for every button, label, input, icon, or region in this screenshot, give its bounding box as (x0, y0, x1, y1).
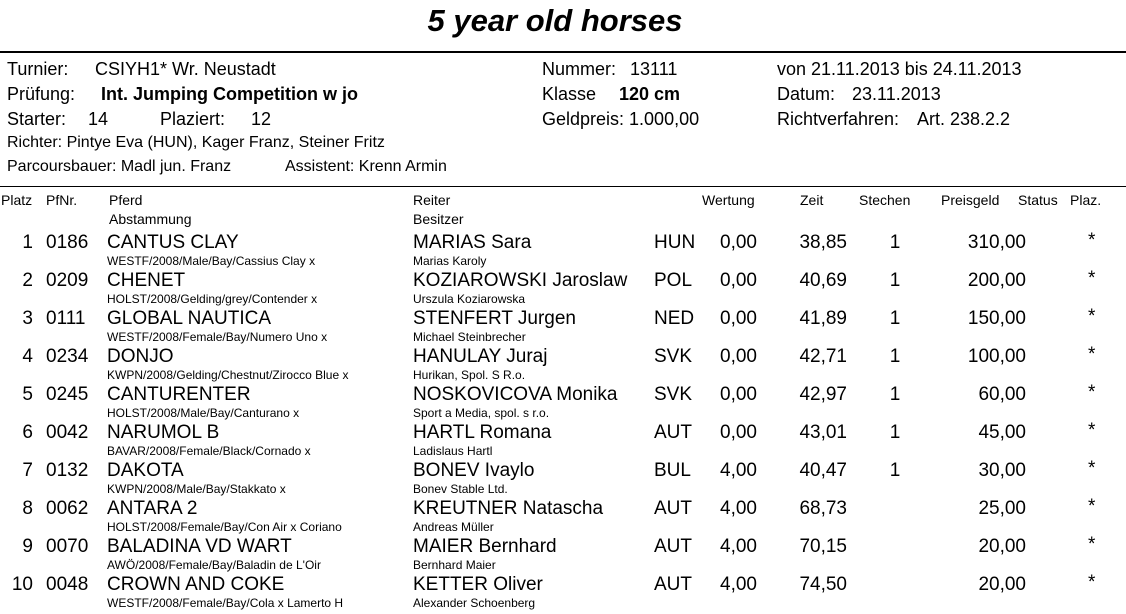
turnier-label: Turnier: (7, 59, 69, 79)
cell-preisgeld: 20,00 (978, 574, 1026, 595)
turnier-value: CSIYH1* Wr. Neustadt (95, 59, 276, 79)
cell-besitzer: Ladislaus Hartl (413, 444, 493, 458)
cell-besitzer: Bonev Stable Ltd. (413, 482, 508, 496)
cell-wertung: 4,00 (720, 460, 757, 481)
cell-stechen: 1 (889, 422, 901, 443)
cell-zeit: 43,01 (799, 422, 847, 443)
cell-platz: 3 (22, 308, 33, 329)
cell-reiter: KOZIAROWSKI Jaroslaw (413, 270, 628, 291)
cell-wertung: 4,00 (720, 574, 757, 595)
cell-nation: AUT (654, 574, 692, 595)
cell-reiter: HARTL Romana (413, 422, 552, 443)
cell-abstammung: KWPN/2008/Male/Bay/Stakkato x (107, 482, 286, 496)
col-plaz: Plaz. (1070, 192, 1102, 208)
col-pfnr: PfNr. (46, 192, 78, 208)
cell-pfnr: 0132 (46, 460, 89, 481)
starter-label: Starter: (7, 109, 67, 129)
parcoursbauer: Parcoursbauer: Madl jun. Franz (7, 158, 232, 175)
cell-besitzer: Urszula Koziarowska (413, 292, 526, 306)
geldpreis: Geldpreis: 1.000,00 (542, 109, 700, 129)
cell-nation: NED (654, 308, 695, 329)
col-besitzer: Besitzer (413, 211, 464, 227)
cell-reiter: MAIER Bernhard (413, 536, 557, 557)
cell-reiter: KETTER Oliver (413, 574, 543, 595)
pruefung-label: Prüfung: (7, 84, 76, 104)
cell-reiter: HANULAY Juraj (413, 346, 548, 367)
cell-wertung: 4,00 (720, 498, 757, 519)
plaziert-label: Plaziert: (160, 109, 226, 129)
cell-plaz: * (1088, 382, 1096, 403)
col-platz: Platz (1, 192, 33, 208)
col-reiter: Reiter (413, 192, 451, 208)
cell-zeit: 41,89 (799, 308, 847, 329)
header-top-rule (0, 51, 1126, 53)
cell-besitzer: Bernhard Maier (413, 558, 496, 572)
cell-wertung: 0,00 (720, 422, 757, 443)
cell-nation: SVK (654, 384, 693, 405)
cell-platz: 2 (22, 270, 33, 291)
cell-platz: 7 (22, 460, 33, 481)
cell-pferd: CHENET (107, 270, 186, 291)
plaziert-value: 12 (251, 109, 272, 129)
cell-platz: 1 (22, 232, 33, 253)
cell-pfnr: 0070 (46, 536, 89, 557)
cell-zeit: 42,71 (799, 346, 847, 367)
cell-nation: HUN (654, 232, 696, 253)
cell-besitzer: Sport a Media, spol. s r.o. (413, 406, 550, 420)
cell-zeit: 40,69 (799, 270, 847, 291)
cell-wertung: 0,00 (720, 308, 757, 329)
cell-abstammung: AWÖ/2008/Female/Bay/Baladin de L'Oir (107, 558, 321, 572)
cell-zeit: 74,50 (799, 574, 847, 595)
cell-plaz: * (1088, 268, 1096, 289)
richter-line: Richter: Pintye Eva (HUN), Kager Franz, Steiner Fritz (7, 134, 385, 151)
cell-plaz: * (1088, 230, 1096, 251)
cell-platz: 4 (22, 346, 33, 367)
cell-preisgeld: 45,00 (978, 422, 1026, 443)
cell-nation: SVK (654, 346, 693, 367)
cell-nation: AUT (654, 498, 692, 519)
col-preisgeld: Preisgeld (941, 192, 1000, 208)
col-stechen: Stechen (859, 192, 911, 208)
cell-abstammung: HOLST/2008/Female/Bay/Con Air x Coriano (107, 520, 342, 534)
cell-pferd: NARUMOL B (107, 422, 220, 443)
cell-stechen: 1 (889, 308, 901, 329)
pruefung-value: Int. Jumping Competition w jo (101, 84, 358, 104)
cell-pfnr: 0062 (46, 498, 89, 519)
cell-pferd: CROWN AND COKE (107, 574, 285, 595)
cell-stechen: 1 (889, 384, 901, 405)
col-status: Status (1018, 192, 1058, 208)
cell-preisgeld: 20,00 (978, 536, 1026, 557)
cell-wertung: 4,00 (720, 536, 757, 557)
cell-platz: 10 (11, 574, 33, 595)
cell-wertung: 0,00 (720, 270, 757, 291)
cell-abstammung: HOLST/2008/Male/Bay/Canturano x (107, 406, 300, 420)
cell-reiter: MARIAS Sara (413, 232, 532, 253)
cell-wertung: 0,00 (720, 346, 757, 367)
cell-nation: AUT (654, 422, 692, 443)
cell-pfnr: 0245 (46, 384, 89, 405)
cell-abstammung: WESTF/2008/Male/Bay/Cassius Clay x (107, 254, 316, 268)
page-title: 5 year old horses (427, 3, 683, 38)
cell-reiter: NOSKOVICOVA Monika (413, 384, 618, 405)
cell-nation: AUT (654, 536, 692, 557)
header-bottom-rule (0, 186, 1126, 187)
cell-abstammung: WESTF/2008/Female/Bay/Cola x Lamerto H (107, 596, 344, 610)
cell-plaz: * (1088, 572, 1096, 593)
cell-abstammung: KWPN/2008/Gelding/Chestnut/Zirocco Blue x (107, 368, 349, 382)
cell-preisgeld: 25,00 (978, 498, 1026, 519)
cell-zeit: 38,85 (799, 232, 847, 253)
cell-reiter: BONEV Ivaylo (413, 460, 535, 481)
cell-plaz: * (1088, 534, 1096, 555)
cell-pferd: DAKOTA (107, 460, 184, 481)
cell-pfnr: 0111 (46, 308, 86, 329)
col-pferd: Pferd (109, 192, 143, 208)
cell-abstammung: HOLST/2008/Gelding/grey/Contender x (107, 292, 318, 306)
cell-abstammung: BAVAR/2008/Female/Black/Cornado x (107, 444, 311, 458)
cell-wertung: 0,00 (720, 232, 757, 253)
cell-pferd: GLOBAL NAUTICA (107, 308, 272, 329)
cell-abstammung: WESTF/2008/Female/Bay/Numero Uno x (107, 330, 328, 344)
cell-preisgeld: 150,00 (967, 308, 1026, 329)
cell-platz: 6 (22, 422, 33, 443)
cell-preisgeld: 200,00 (967, 270, 1026, 291)
cell-pferd: CANTUS CLAY (107, 232, 239, 253)
cell-platz: 8 (22, 498, 33, 519)
starter-value: 14 (88, 109, 109, 129)
cell-nation: POL (654, 270, 693, 291)
cell-besitzer: Hurikan, Spol. S R.o. (413, 368, 526, 382)
klasse-value: 120 cm (619, 84, 681, 104)
cell-besitzer: Andreas Müller (413, 520, 494, 534)
cell-pfnr: 0209 (46, 270, 89, 291)
cell-stechen: 1 (889, 460, 901, 481)
cell-reiter: KREUTNER Natascha (413, 498, 604, 519)
col-zeit: Zeit (800, 192, 824, 208)
cell-plaz: * (1088, 458, 1096, 479)
cell-besitzer: Michael Steinbrecher (413, 330, 526, 344)
cell-stechen: 1 (889, 346, 901, 367)
cell-preisgeld: 310,00 (967, 232, 1026, 253)
cell-zeit: 40,47 (799, 460, 847, 481)
col-abstammung: Abstammung (109, 211, 192, 227)
datum-value: 23.11.2013 (852, 84, 941, 104)
cell-preisgeld: 60,00 (978, 384, 1026, 405)
cell-pferd: BALADINA VD WART (107, 536, 292, 557)
cell-pfnr: 0048 (46, 574, 89, 595)
cell-pfnr: 0042 (46, 422, 89, 443)
datum-label: Datum: (777, 84, 836, 104)
cell-nation: BUL (654, 460, 691, 481)
assistent: Assistent: Krenn Armin (285, 158, 447, 175)
col-wertung: Wertung (702, 192, 755, 208)
cell-preisgeld: 100,00 (967, 346, 1026, 367)
cell-besitzer: Marias Karoly (413, 254, 487, 268)
cell-pferd: DONJO (107, 346, 174, 367)
cell-besitzer: Alexander Schoenberg (413, 596, 536, 610)
cell-zeit: 42,97 (799, 384, 847, 405)
cell-plaz: * (1088, 420, 1096, 441)
cell-reiter: STENFERT Jurgen (413, 308, 576, 329)
cell-pfnr: 0234 (46, 346, 89, 367)
klasse-label: Klasse (542, 84, 597, 104)
cell-pferd: ANTARA 2 (107, 498, 198, 519)
cell-plaz: * (1088, 496, 1096, 517)
cell-plaz: * (1088, 344, 1096, 365)
cell-platz: 9 (22, 536, 33, 557)
cell-zeit: 70,15 (799, 536, 847, 557)
richtverfahren-value: Art. 238.2.2 (917, 109, 1011, 129)
cell-preisgeld: 30,00 (978, 460, 1026, 481)
cell-pferd: CANTURENTER (107, 384, 251, 405)
cell-plaz: * (1088, 306, 1096, 327)
nummer-value: 13111 (630, 59, 678, 79)
cell-pfnr: 0186 (46, 232, 89, 253)
cell-stechen: 1 (889, 232, 901, 253)
richtverfahren-label: Richtverfahren: (777, 109, 900, 129)
cell-zeit: 68,73 (799, 498, 847, 519)
von-bis: von 21.11.2013 bis 24.11.2013 (777, 59, 1022, 79)
cell-stechen: 1 (889, 270, 901, 291)
cell-platz: 5 (22, 384, 33, 405)
nummer-label: Nummer: (542, 59, 617, 79)
cell-wertung: 0,00 (720, 384, 757, 405)
